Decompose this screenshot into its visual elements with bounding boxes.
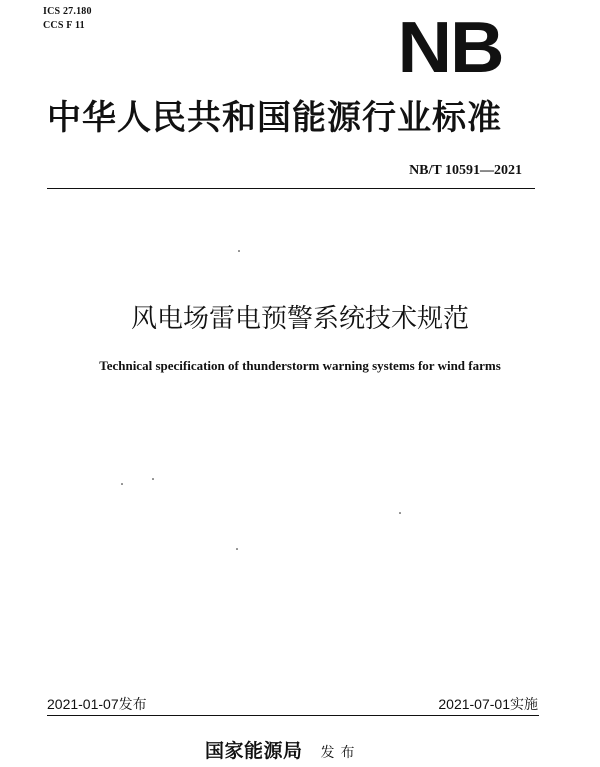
standard-number: NB/T 10591—2021 bbox=[409, 163, 522, 178]
top-divider bbox=[47, 188, 535, 189]
scan-speck bbox=[399, 512, 401, 514]
issuer-name: 国家能源局 bbox=[205, 740, 303, 762]
classification-codes bbox=[43, 5, 92, 33]
title-chinese: 风电场雷电预警系统技术规范 bbox=[130, 304, 469, 334]
implement-date: 2021-07-01实施 bbox=[438, 696, 538, 712]
issuer-suffix: 发布 bbox=[320, 745, 361, 761]
bottom-divider bbox=[47, 715, 539, 716]
ics-code: ICS 27.180 bbox=[43, 6, 92, 17]
publish-date: 2021-01-07发布 bbox=[47, 696, 147, 712]
title-english: Technical specification of thunderstorm warning systems for wind farms bbox=[99, 358, 501, 373]
standard-organization: 中华人民共和国能源行业标准 bbox=[47, 98, 502, 138]
scan-speck bbox=[152, 478, 154, 480]
nb-logo: NB bbox=[397, 8, 503, 88]
scan-speck bbox=[236, 548, 238, 550]
scan-speck bbox=[121, 483, 123, 485]
scan-speck bbox=[238, 250, 240, 252]
issuer bbox=[205, 739, 361, 765]
ccs-code: CCS F 11 bbox=[43, 20, 85, 31]
